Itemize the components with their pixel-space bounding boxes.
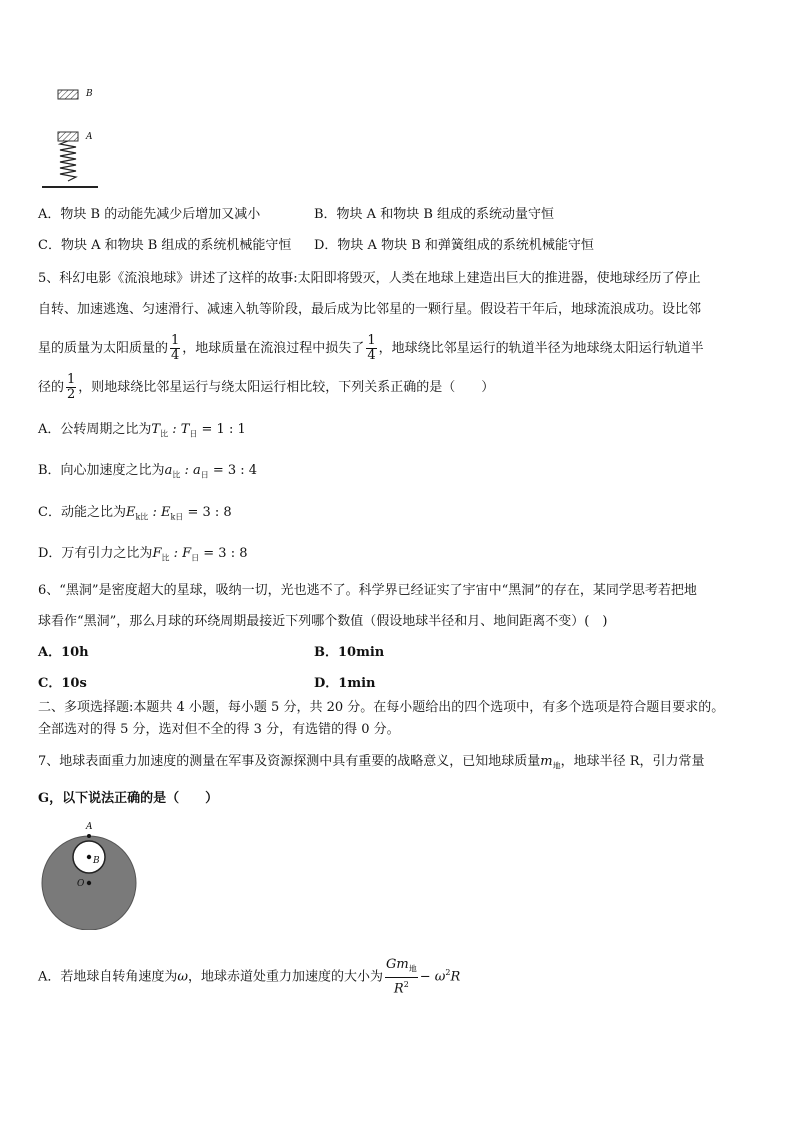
q6-line-1: 6、“黑洞”是密度超大的星球，吸纳一切，光也逃不了。科学界已经证实了宇宙中“黑洞”的存在，某同学思考若把地	[38, 583, 697, 598]
q5-line-4	[38, 373, 494, 403]
q5-line-3	[38, 334, 704, 364]
fig-label-b: B	[93, 856, 100, 866]
q5-line-3c: ，地球绕比邻星运行的轨道半径为地球绕太阳运行轨道半	[378, 341, 704, 356]
q4-option-d: D．物块 A 物块 B 和弹簧组成的系统机械能守恒	[314, 238, 594, 253]
point-a	[87, 834, 91, 838]
fraction-one-quarter: $\frac{1}{4}$	[171, 333, 180, 363]
spring	[60, 141, 76, 181]
q5-option-c: C．动能之比为$E_{k比}$ : $E_{k日} = 3$ : 8	[38, 505, 232, 522]
q7-line-1: 7、地球表面重力加速度的测量在军事及资源探测中具有重要的战略意义，已知地球质量$m_地$，地球半径 R，引力常量	[38, 754, 705, 771]
fraction-one-half: $\frac{1}{2}$	[67, 372, 76, 402]
q6-option-c: C．10s	[38, 676, 87, 691]
q5-line-3b: ，地球质量在流浪过程中损失了	[182, 341, 365, 356]
q4-option-c: C．物块 A 和物块 B 组成的系统机械能守恒	[38, 238, 292, 253]
q5-line-1: 5、科幻电影《流浪地球》讲述了这样的故事:太阳即将毁灭，人类在地球上建造出巨大的推进器，使地球经历了停止	[38, 271, 701, 286]
q5-option-d: D．万有引力之比为$F_比$ : $F_日 = 3$ : 8	[38, 546, 248, 563]
q4-option-a: A．物块 B 的动能先减少后增加又减小	[38, 207, 261, 222]
q5-line-4a: 径的	[38, 380, 65, 395]
q5-line-4b: ，则地球绕比邻星运行与绕太阳运行相比较，下列关系正确的是（ ）	[78, 380, 495, 395]
fraction-one-quarter-2: $\frac{1}{4}$	[367, 333, 376, 363]
block-a	[58, 132, 78, 141]
q5-option-b: B．向心加速度之比为$a_比$ : $a_日 = 3$ : 4	[38, 463, 258, 480]
block-b	[58, 90, 78, 99]
q5-option-a: A．公转周期之比为$T_比$ : $T_日 = 1$ : 1	[38, 422, 246, 439]
point-b	[87, 855, 91, 859]
earth-cavity-figure	[38, 820, 142, 930]
q6-option-b: B．10min	[314, 645, 385, 660]
section2-line-2: 全部选对的得 5 分，选对但不全的得 3 分，有选错的得 0 分。	[38, 722, 400, 737]
q4-option-b: B．物块 A 和物块 B 组成的系统动量守恒	[314, 207, 555, 222]
label-b: B	[86, 89, 93, 99]
q6-line-2: 球看作“黑洞”，那么月球的环绕周期最接近下列哪个数值（假设地球半径和月、地间距离不变）( )	[38, 614, 608, 629]
label-a: A	[86, 132, 93, 142]
q5-line-3a: 星的质量为太阳质量的	[38, 341, 169, 356]
q6-option-a: A．10h	[38, 645, 89, 660]
q7-option-a: A．若地球自转角速度为ω，地球赤道处重力加速度的大小为 $\frac{Gm_地}{R^2}$ − $\omega^2R$	[38, 957, 461, 996]
point-o	[87, 881, 91, 885]
q5-line-2: 自转、加速逃逸、匀速滑行、减速入轨等阶段，最后成为比邻星的一颗行星。假设若干年后，地球流浪成功。设比邻	[38, 302, 702, 317]
q6-option-d: D．1min	[314, 676, 376, 691]
fig-label-o: O	[77, 879, 85, 889]
fraction-gm-over-r2: $\frac{Gm_地}{R^2}$	[386, 957, 417, 996]
q7-line-2: G，以下说法正确的是（ ）	[38, 791, 219, 806]
spring-block-figure	[40, 84, 110, 192]
fig-label-a: A	[86, 822, 93, 832]
section2-line-1: 二、多项选择题:本题共 4 小题，每小题 5 分，共 20 分。在每小题给出的四个选项中，有多个选项是符合题目要求的。	[38, 700, 725, 715]
